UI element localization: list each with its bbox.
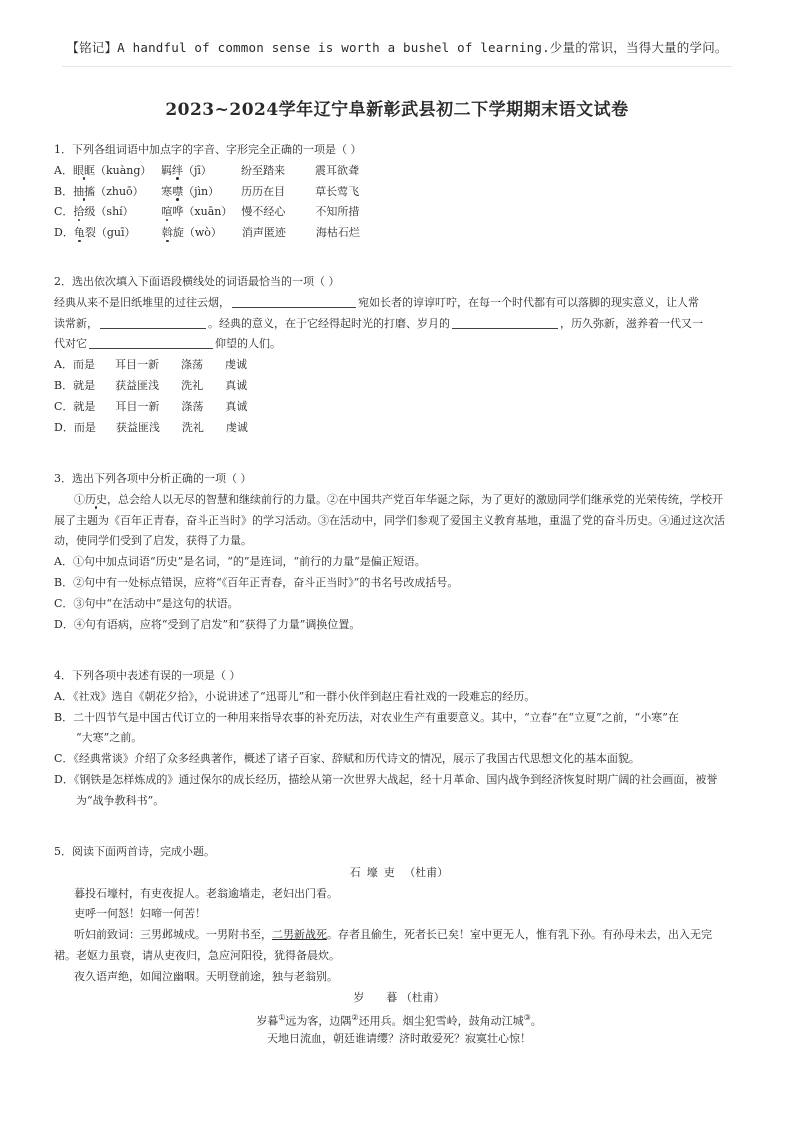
passage-text: 代对它 <box>54 337 87 351</box>
option-text: 《社戏》选自《朝花夕拾》，小说讲述了“迅哥儿”和一群小伙伴到赵庄看社戏的一段难忘的经历。 <box>72 689 536 703</box>
option-cell: 虔诚 <box>224 358 247 372</box>
option-cell: 慢不经心 <box>241 205 286 219</box>
motto-header: 【铭记】A handful of common sense is worth a bushel of learning.少量的常识，当得大量的学问。 <box>66 40 728 55</box>
question-stem: 1．下列各组词语中加点字的字音、字形完全正确的一项是（ ） <box>54 143 362 156</box>
option-cell: 就是 <box>73 378 96 392</box>
passage-text: 宛如长者的谆谆叮咛，在每一个时代都有可以落脚的现实意义，让人常 <box>358 295 699 309</box>
option-a[interactable]: A．眼眶（kuàng） 羁绊（jī） 纷至踏来 震耳欲聋 <box>54 161 744 182</box>
passage-text: 读常新， <box>54 316 98 330</box>
option-cell: 海枯石烂 <box>315 226 360 240</box>
passage-text: 仰望的人们。 <box>215 337 281 351</box>
passage-line: 动，使同学们受到了启发，获得了力量。 <box>54 534 252 548</box>
poem-line: 天地日流血，朝廷谁请缨？济时敢爱死？寂寞壮心惊！ <box>267 1032 531 1046</box>
option-letter: D． <box>54 226 74 240</box>
option-b-cont: “大寒”之前。 <box>76 731 143 745</box>
option-cell: 真诚 <box>225 378 248 392</box>
option-b[interactable] <box>54 573 744 594</box>
passage-text: ，总会给人以无尽的智慧和继续 <box>107 492 261 506</box>
question-5 <box>54 842 744 1050</box>
option-letter: B． <box>54 575 74 589</box>
option-letter: B． <box>54 378 74 392</box>
option-text: ①句中加点词语“历史”是名词，“的”是连词，“前行的力量”是偏正短语。 <box>72 555 426 569</box>
header-divider <box>62 66 732 67</box>
poem-author: （杜甫） <box>404 865 449 879</box>
option-a[interactable] <box>54 552 744 573</box>
option-cell: 纷至踏来 <box>240 163 285 177</box>
option-b[interactable] <box>54 376 744 397</box>
option-a[interactable] <box>54 687 744 708</box>
option-c[interactable]: C．拾级（shí） 喧哗（xuān） 慢不经心 不知所措 <box>54 202 744 223</box>
option-cell: 而是 <box>73 420 96 434</box>
question-stem: 3．选出下列各项中分析正确的一项（ ） <box>54 472 252 485</box>
question-stem: 2．选出依次填入下面语段横线处的词语最恰当的一项（ ） <box>54 275 340 288</box>
footnote-marker: ① <box>278 1013 286 1023</box>
option-d[interactable] <box>54 418 744 439</box>
footnote-marker: ② <box>351 1013 359 1023</box>
option-letter: C． <box>54 205 74 219</box>
question-4 <box>54 666 744 812</box>
poem-text: 。存者且偷生，死者长已矣！室中更无人，惟有乳下孙。有孙母未去，出入无完 <box>327 928 712 942</box>
option-d-cont: 为“战争教科书”。 <box>76 793 165 807</box>
passage-line: 展了主题为《百年正青春，奋斗正当时》的学习活动。③在活动中，同学们参观了爱国主义教育基地，重温了党的奋斗历史。④通过这次活 <box>54 513 725 527</box>
option-cell: 洗礼 <box>181 420 204 434</box>
option-cell: 耳目一新 <box>115 399 160 413</box>
option-d[interactable]: D．龟裂（guī） 斡旋（wò） 消声匿迹 海枯石烂 <box>54 223 744 244</box>
option-letter: A． <box>54 163 73 177</box>
poem-line <box>54 925 744 946</box>
poem-text: 。 <box>530 1015 542 1029</box>
poem-line <box>54 1008 744 1029</box>
option-text: ③句中“在活动中”是这句的状语。 <box>73 596 239 610</box>
option-b[interactable]: B．抽搐（zhuō） 寒噤（jìn） 历历在目 草长莺飞 <box>54 182 744 203</box>
blank-1 <box>232 294 356 308</box>
option-c[interactable] <box>54 397 744 418</box>
option-cell: 草长莺飞 <box>315 184 360 198</box>
poem-line: 暮投石壕村，有吏夜捉人。老翁逾墙走，老妇出门看。 <box>74 886 338 900</box>
passage-line <box>54 314 744 335</box>
passage-line <box>54 490 744 511</box>
option-cell: 就是 <box>73 399 96 413</box>
option-letter: C． <box>54 596 74 610</box>
option-cell: 历历在目 <box>241 184 286 198</box>
question-stem: 5．阅读下面两首诗，完成小题。 <box>54 845 215 858</box>
poem-text: 岁暮 <box>256 1015 279 1029</box>
dotted-word: 历史 <box>85 492 107 506</box>
option-text: ②句中有一处标点错误，应将“《百年正青春，奋斗正当时》”的书名号改成括号。 <box>73 575 459 589</box>
option-letter: D． <box>54 772 74 786</box>
option-cell: 获益匪浅 <box>115 378 160 392</box>
option-cell: 耳目一新 <box>114 358 159 372</box>
option-letter: D． <box>54 420 74 434</box>
option-cell: 不知所措 <box>315 205 360 219</box>
option-letter: C． <box>54 752 74 766</box>
option-cell: 消声匿迹 <box>241 226 286 240</box>
poem-2-heading <box>54 988 744 1009</box>
option-cell: 洗礼 <box>181 378 204 392</box>
question-stem: 4．下列各项中表述有误的一项是（ ） <box>54 669 241 682</box>
blank-3 <box>452 315 558 329</box>
passage-text: ，历久弥新，滋养着一代又一 <box>560 316 703 330</box>
passage-text: 经典从来不是旧纸堆里的过往云烟， <box>54 295 230 309</box>
passage-text: 前行的力量 <box>261 492 316 506</box>
question-2 <box>54 272 744 438</box>
option-d[interactable] <box>54 615 744 636</box>
option-c[interactable] <box>54 594 744 615</box>
passage-line <box>54 293 744 314</box>
option-cell: 而是 <box>72 358 95 372</box>
blank-2 <box>100 315 206 329</box>
option-d[interactable] <box>54 770 744 791</box>
option-cell: 涤荡 <box>181 399 204 413</box>
option-cell: 获益匪浅 <box>115 420 160 434</box>
option-a[interactable] <box>54 355 744 376</box>
passage-text: 。经典的意义，在于它经得起时光的打磨、岁月的 <box>208 316 450 330</box>
passage-line <box>54 334 744 355</box>
poem-1-heading <box>54 863 744 884</box>
option-letter: B． <box>54 184 74 198</box>
poem-line: 裙。老妪力虽衰，请从吏夜归，急应河阳役，犹得备晨炊。 <box>54 948 340 962</box>
option-text: 《经典常谈》介绍了众多经典著作，概述了诸子百家、辞赋和历代诗文的情况，展示了我国古代思想文化的基本面貌。 <box>73 752 640 766</box>
question-1 <box>54 140 744 244</box>
option-text: ④句有语病，应将“受到了启发”和“获得了力量”调换位置。 <box>73 617 361 631</box>
exam-title: 2023~2024学年辽宁阜新彰武县初二下学期期末语文试卷 <box>165 100 629 120</box>
poem-author: （杜甫） <box>400 990 445 1004</box>
poem-line: 夜久语声绝，如闻泣幽咽。天明登前途，独与老翁别。 <box>74 969 338 983</box>
poem-title: 岁 暮 <box>353 990 398 1004</box>
option-b[interactable] <box>54 708 744 729</box>
option-cell: 震耳欲聋 <box>314 163 359 177</box>
poem-line: 吏呼一何怒！妇啼一何苦！ <box>74 907 206 921</box>
poem-text: 远为客，边隅 <box>285 1015 352 1029</box>
option-c[interactable] <box>54 749 744 770</box>
option-letter: D． <box>54 617 74 631</box>
underlined-phrase: 二男新战死 <box>272 928 327 942</box>
option-letter: C． <box>54 399 74 413</box>
footnote-marker: ③ <box>523 1013 531 1023</box>
option-letter: A． <box>54 555 73 569</box>
blank-4 <box>89 335 213 349</box>
option-letter: B． <box>54 710 74 724</box>
option-letter: A． <box>54 358 73 372</box>
option-cell: 涤荡 <box>180 358 203 372</box>
poem-text: 还用兵。烟尘犯雪岭，鼓角动江城 <box>358 1015 524 1029</box>
passage-text: 。②在中国共产党百年华诞之际，为了更好的激励同学们继承党的光荣传统，学校开 <box>316 492 723 506</box>
poem-text: 听妇前致词：三男邺城戍。一男附书至， <box>74 928 272 942</box>
question-3 <box>54 469 744 635</box>
option-text: 二十四节气是中国古代订立的一种用来指导农事的补充历法，对农业生产有重要意义。其中，“立春”在“立夏”之前，“小寒”在 <box>73 710 679 724</box>
option-text: 《钢铁是怎样炼成的》通过保尔的成长经历，描绘从第一次世界大战起，经十月革命、国内战争到经济恢复时期广阔的社会画面，被誉 <box>73 772 718 786</box>
option-cell: 真诚 <box>225 399 248 413</box>
option-letter: A． <box>54 689 73 703</box>
option-cell: 虔诚 <box>225 420 248 434</box>
passage-text: ① <box>74 492 85 506</box>
poem-title: 石壕吏 <box>349 865 401 879</box>
